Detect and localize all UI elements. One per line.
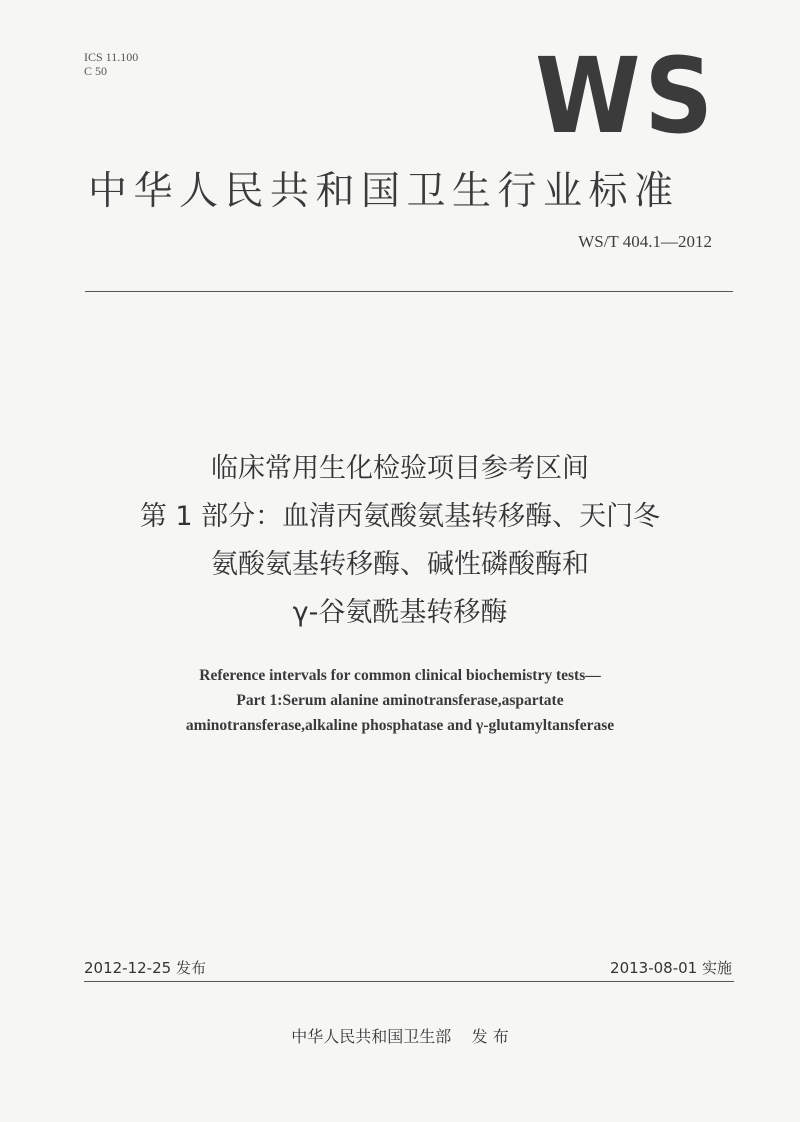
english-title bbox=[0, 663, 800, 738]
english-title-line-3: aminotransferase,alkaline phosphatase and γ-glutamyltansferase bbox=[185, 717, 615, 734]
english-title-line-2: Part 1:Serum alanine aminotransferase,aspartate bbox=[236, 692, 564, 709]
ics-code: ICS 11.100 bbox=[84, 50, 139, 64]
footer-divider bbox=[84, 981, 734, 982]
english-title-line-1: Reference intervals for common clinical biochemistry tests— bbox=[199, 667, 601, 684]
chinese-title bbox=[0, 445, 800, 637]
ws-logo: WS bbox=[535, 35, 717, 157]
ccs-code: C 50 bbox=[84, 64, 108, 78]
publisher: 中华人民共和国卫生部 发 布 bbox=[291, 1027, 509, 1046]
classification-codes bbox=[84, 50, 138, 78]
chinese-title-line-3: 氨酸氨基转移酶、碱性磷酸酶和 bbox=[211, 549, 589, 580]
header-divider bbox=[85, 291, 733, 292]
chinese-title-line-1: 临床常用生化检验项目参考区间 bbox=[211, 453, 589, 484]
chinese-title-line-2: 第 1 部分：血清丙氨酸氨基转移酶、天门冬 bbox=[139, 501, 661, 532]
chinese-title-line-4: γ-谷氨酰基转移酶 bbox=[292, 597, 508, 628]
implementation-date: 2013-08-01 实施 bbox=[610, 959, 732, 977]
issue-date: 2012-12-25 发布 bbox=[84, 959, 206, 977]
standard-category-title: 中华人民共和国卫生行业标准 bbox=[88, 169, 680, 214]
standard-code: WS/T 404.1—2012 bbox=[578, 232, 712, 251]
